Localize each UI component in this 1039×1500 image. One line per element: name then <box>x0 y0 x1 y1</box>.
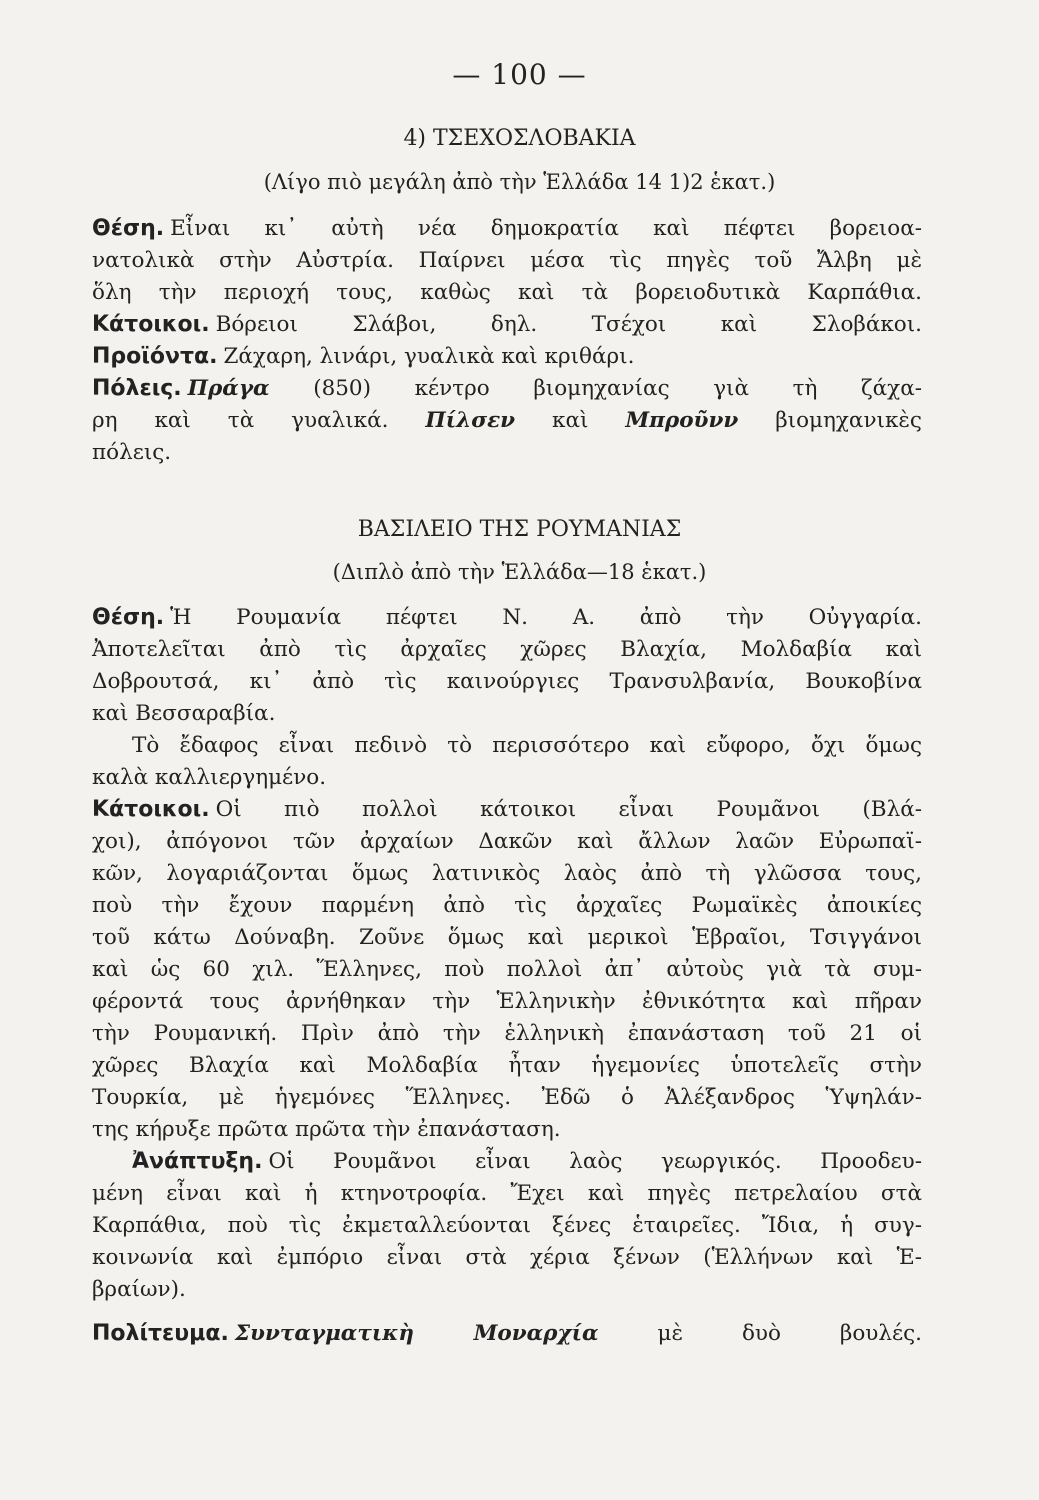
text-line: μὲ δυὸ βουλές. <box>657 1321 922 1346</box>
text-line: ὅλη τὴν περιοχή τους, καθὼς καὶ τὰ βορειοδυτικὰ Καρπάθια. <box>92 280 922 305</box>
paragraph-czech-location <box>92 213 922 469</box>
text-line: νατολικὰ στὴν Αὐστρία. Παίρνει μέσα τὶς πηγὲς τοῦ Ἄλβη μὲ <box>92 248 922 273</box>
section-title-romania: ΒΑΣΙΛΕΙΟ ΤΗΣ ΡΟΥΜΑΝΙΑΣ <box>357 517 682 542</box>
text-line: τὴν Ρουμανική. Πρὶν ἀπὸ τὴν ἑλληνικὴ ἐπανάσταση τοῦ 21 οἱ <box>92 1021 922 1046</box>
text-line: Καρπάθια, ποὺ τὶς ἐκμεταλλεύονται ξένες ἑταιρεῖες. Ἴδια, ἡ συγ- <box>92 1213 922 1238</box>
text-line: Βόρειοι Σλάβοι, δηλ. Τσέχοι καὶ Σλοβάκοι. <box>215 312 922 337</box>
heading-location: Θέση. <box>92 605 165 630</box>
page-number: — 100 — <box>452 58 587 91</box>
text-monarchy: Συνταγματικὴ Μοναρχία <box>234 1321 599 1346</box>
section-subtitle-romania: (Διπλὸ ἀπὸ τὴν Ἑλλάδα—18 ἑκατ.) <box>332 560 707 584</box>
text-line: Οἱ πιὸ πολλοὶ κάτοικοι εἶναι Ρουμᾶνοι (Βλά- <box>215 797 922 822</box>
heading-development: Ἀνάπτυξη. <box>132 1149 263 1174</box>
text-line: (850) κέντρο βιομηχανίας γιὰ τὴ ζάχα- <box>313 376 922 401</box>
text-line: βραίων). <box>92 1277 186 1302</box>
paragraph-romania <box>92 602 922 1350</box>
text-line: τοῦ κάτω Δούναβη. Ζοῦνε ὅμως καὶ μερικοὶ Ἑβραῖοι, Τσιγγάνοι <box>92 925 922 950</box>
section-title-czechoslovakia: 4) ΤΣΕΧΟΣΛΟΒΑΚΙΑ <box>403 126 636 151</box>
text-and: καὶ <box>552 408 589 433</box>
city-brno: Μπρoῦνν <box>625 408 739 433</box>
text-line: κῶν, λογαριάζονται ὅμως λατινικὸς λαὸς ἀπὸ τὴ γλῶσσα τους, <box>92 861 922 886</box>
text-line: μένη εἶναι καὶ ἡ κτηνοτροφία. Ἔχει καὶ πηγὲς πετρελαίου στὰ <box>92 1181 922 1206</box>
city-prague: Πράγα <box>187 376 270 401</box>
text-line: βιομηχανικὲς <box>775 408 922 433</box>
section-subtitle-czechoslovakia: (Λίγο πιὸ μεγάλη ἀπὸ τὴν Ἑλλάδα 14 1)2 ἑκατ.) <box>263 170 776 194</box>
text-line: φέροντά τους ἀρνήθηκαν τὴν Ἑλληνικὴν ἐθνικότητα καὶ πῆραν <box>92 989 922 1014</box>
text-line: Ἀποτελεῖται ἀπὸ τὶς ἀρχαῖες χῶρες Βλαχία, Μολδαβία καὶ <box>92 637 922 662</box>
text-line: Εἶναι κι᾽ αὐτὴ νέα δημοκρατία καὶ πέφτει βορειοα- <box>170 216 922 241</box>
text-line: καλὰ καλλιεργημένο. <box>92 765 327 790</box>
text-line: Τουρκία, μὲ ἡγεμόνες Ἕλληνες. Ἐδῶ ὁ Ἀλέξανδρος Ὑψηλάν- <box>92 1085 922 1110</box>
heading-cities: Πόλεις. <box>92 376 182 401</box>
text-line: καὶ Βεσσαραβία. <box>92 701 276 726</box>
text-line: χῶρες Βλαχία καὶ Μολδαβία ἦταν ἡγεμονίες ὑποτελεῖς στὴν <box>92 1053 922 1078</box>
text-line: Ζάχαρη, λινάρι, γυαλικὰ καὶ κριθάρι. <box>223 344 635 369</box>
heading-government: Πολίτευμα. <box>92 1321 229 1346</box>
heading-products: Προϊόντα. <box>92 344 218 369</box>
text-line: ρη καὶ τὰ γυαλικά. <box>92 408 389 433</box>
heading-inhabitants: Κάτοικοι. <box>92 312 210 337</box>
text-line: της κήρυξε πρῶτα πρῶτα τὴν ἐπανάσταση. <box>92 1117 561 1142</box>
text-line: πόλεις. <box>92 440 172 465</box>
text-line: κοινωνία καὶ ἐμπόριο εἶναι στὰ χέρια ξένων (Ἑλλήνων καὶ Ἑ- <box>92 1245 922 1270</box>
heading-location: Θέση. <box>92 216 165 241</box>
text-line: Δοβρουτσά, κι᾽ ἀπὸ τὶς καινούργιες Τρανσυλβανία, Βουκοβίνα <box>92 669 922 694</box>
text-line: χοι), ἀπόγονοι τῶν ἀρχαίων Δακῶν καὶ ἄλλων λαῶν Εὐρωπαϊ- <box>92 829 922 854</box>
text-line: Ἡ Ρουμανία πέφτει Ν. Α. ἀπὸ τὴν Οὐγγαρία. <box>170 605 922 630</box>
heading-inhabitants: Κάτοικοι. <box>92 797 210 822</box>
text-line: ποὺ τὴν ἔχουν παρμένη ἀπὸ τὶς ἀρχαῖες Ρωμαϊκὲς ἀποικίες <box>92 893 922 918</box>
text-line: Οἱ Ρουμᾶνοι εἶναι λαὸς γεωργικός. Προοδευ- <box>268 1149 922 1174</box>
text-line: Τὸ ἔδαφος εἶναι πεδινὸ τὸ περισσότερο καὶ εὔφορο, ὄχι ὅμως <box>132 733 922 758</box>
city-pilsen: Πίλσεν <box>425 408 516 433</box>
text-line: καὶ ὡς 60 χιλ. Ἕλληνες, ποὺ πολλοὶ ἀπ᾽ αὐτοὺς γιὰ τὰ συμ- <box>92 957 922 982</box>
